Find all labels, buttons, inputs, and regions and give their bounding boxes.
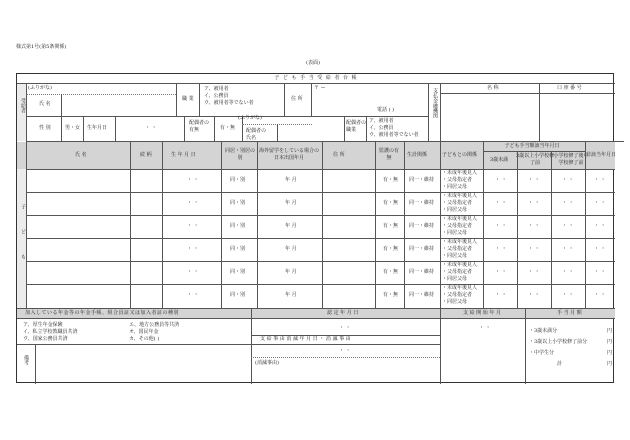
children-section-label: 子ども <box>20 204 26 279</box>
row-rel-2: ・父母指定者 <box>442 223 473 229</box>
bank-account-label: 口 座 番 号 <box>557 85 582 91</box>
row-rel-1: ・未成年後見人 <box>442 239 478 245</box>
row-rel-3: ・同居父母 <box>442 230 468 236</box>
occupation-label: 職 業 <box>182 96 194 102</box>
row-date-4: ・ ・ <box>594 246 606 252</box>
monthly-header: 手 当 月 額 <box>557 310 582 316</box>
gender-value[interactable]: 男・女 <box>65 125 81 131</box>
child-relation-header: 続 柄 <box>140 152 152 158</box>
row-rel-2: ・父母指定者 <box>442 292 473 298</box>
out-header: 非該当年月日 <box>586 152 617 158</box>
child-abroad-header: 海外留学をしている場合の日本出国年月 <box>258 148 319 161</box>
form-title: 子 ど も 手 当 受 給 者 台 帳 <box>274 75 358 81</box>
recipient-name-field[interactable] <box>63 96 173 114</box>
pension-item-b[interactable]: イ、私立学校教職員共済 <box>23 329 78 335</box>
unit-3: 円 <box>607 350 613 356</box>
row-livelihood: 同一・維持 <box>409 177 435 183</box>
row-date-2: ・ ・ <box>528 269 540 275</box>
amount-group-header: 子ども手当額該当年月日 <box>504 143 560 149</box>
row-livelihood: 同一・維持 <box>409 223 435 229</box>
approval-date[interactable]: ・ ・ <box>339 325 351 331</box>
child-livelihood-header: 生計関係 <box>407 152 428 158</box>
bank-name-label: 名 称 <box>487 85 499 91</box>
spouse-name-label: 配偶者の氏名 <box>246 128 267 141</box>
child-address-header: 住 所 <box>333 152 345 158</box>
phone[interactable]: 電話 ( ) <box>377 107 395 113</box>
furigana-label: (ふりがな) <box>28 85 52 91</box>
row-ym: 年 月 <box>285 246 297 252</box>
monthly-item-under3: ・3歳未満分 <box>529 328 558 334</box>
row-birth: ・ ・ <box>187 177 199 183</box>
child-row[interactable] <box>17 238 615 261</box>
row-date-1: ・ ・ <box>495 292 507 298</box>
row-date-3: ・ ・ <box>562 177 574 183</box>
row-date-1: ・ ・ <box>495 177 507 183</box>
row-livelihood: 同一・維持 <box>409 269 435 275</box>
occupation-option-c[interactable]: ウ、被用者等でない者 <box>204 100 254 106</box>
row-supervision: 有・無 <box>383 223 399 229</box>
row-date-2: ・ ・ <box>528 292 540 298</box>
row-date-1: ・ ・ <box>495 269 507 275</box>
row-livelihood: 同一・維持 <box>409 200 435 206</box>
monthly-item-age3: ・3歳以上小学校修了前分 <box>529 339 588 345</box>
child-row[interactable] <box>17 192 615 215</box>
pension-header: 加入している年金等の年金手帳、組合員証又は加入者証の種別 <box>25 310 180 316</box>
approval-header: 認 定 年 月 日 <box>327 310 359 316</box>
row-date-3: ・ ・ <box>562 223 574 229</box>
row-date-3: ・ ・ <box>562 200 574 206</box>
occupation-option-a[interactable]: ア、被用者 <box>204 86 229 92</box>
row-supervision: 有・無 <box>383 200 399 206</box>
extinction-reason[interactable]: (消滅事由) <box>255 360 279 366</box>
row-date-1: ・ ・ <box>495 200 507 206</box>
row-rel-1: ・未成年後見人 <box>442 285 478 291</box>
row-date-3: ・ ・ <box>562 269 574 275</box>
child-row[interactable] <box>17 215 615 238</box>
row-cohabit: 同・別 <box>230 223 246 229</box>
child-birth-header: 生 年 月 日 <box>171 152 196 158</box>
pension-item-f[interactable]: カ、その他( ) <box>129 336 160 342</box>
row-rel-3: ・同居父母 <box>442 207 468 213</box>
row-ym: 年 月 <box>285 177 297 183</box>
row-cohabit: 同・別 <box>230 269 246 275</box>
row-date-2: ・ ・ <box>528 177 540 183</box>
name-label: 氏 名 <box>39 101 51 107</box>
row-rel-2: ・父母指定者 <box>442 269 473 275</box>
unit-2: 円 <box>607 339 613 345</box>
row-date-4: ・ ・ <box>594 292 606 298</box>
remarks-field[interactable] <box>37 346 249 382</box>
birth-value[interactable]: ・ ・ <box>145 125 157 131</box>
recipient-section-label: 受給者 <box>20 98 26 113</box>
spouse-flag-value[interactable]: 有・無 <box>220 125 236 131</box>
unit-1: 円 <box>607 328 613 334</box>
row-ym: 年 月 <box>285 200 297 206</box>
monthly-total: 計 <box>557 361 563 367</box>
spouse-job-option-a[interactable]: ア、被用者 <box>369 118 394 124</box>
child-row[interactable] <box>17 284 615 308</box>
row-date-1: ・ ・ <box>495 246 507 252</box>
monthly-item-middle: ・中学生分 <box>529 350 555 356</box>
row-birth: ・ ・ <box>187 200 199 206</box>
row-rel-2: ・父母指定者 <box>442 246 473 252</box>
middle-header: 小学校修了後中学校修了前 <box>553 153 589 166</box>
row-rel-1: ・未成年後見人 <box>442 193 478 199</box>
row-cohabit: 同・別 <box>230 246 246 252</box>
unit-4: 円 <box>607 361 613 367</box>
row-ym: 年 月 <box>285 292 297 298</box>
row-supervision: 有・無 <box>383 292 399 298</box>
remarks-label: 備考 <box>23 355 29 365</box>
row-supervision: 有・無 <box>383 177 399 183</box>
row-date-3: ・ ・ <box>562 292 574 298</box>
row-cohabit: 同・別 <box>230 292 246 298</box>
row-date-4: ・ ・ <box>594 223 606 229</box>
spouse-furigana: (ふりがな) <box>238 115 262 121</box>
row-livelihood: 同一・維持 <box>409 292 435 298</box>
gender-label: 性 別 <box>39 125 51 131</box>
extinction-date[interactable]: ・ ・ <box>339 348 351 354</box>
bank-section-label: 支払金融機関 <box>432 88 438 118</box>
row-date-1: ・ ・ <box>495 223 507 229</box>
row-date-3: ・ ・ <box>562 246 574 252</box>
front-label: (表面) <box>306 60 320 66</box>
spouse-job-option-c[interactable]: ウ、被用者等でない者 <box>369 132 419 138</box>
payment-start-date[interactable]: ・ ・ <box>479 325 491 331</box>
birth-label: 生年月日 <box>87 125 108 131</box>
child-row[interactable] <box>17 169 615 192</box>
row-ym: 年 月 <box>285 269 297 275</box>
row-birth: ・ ・ <box>187 269 199 275</box>
ledger-form <box>16 73 617 383</box>
spouse-job-label: 配偶者の職業 <box>346 120 367 133</box>
row-birth: ・ ・ <box>187 292 199 298</box>
child-name-header: 氏 名 <box>75 152 87 158</box>
row-rel-1: ・未成年後見人 <box>442 262 478 268</box>
age3-header: 3歳以上小学校修了前 <box>515 153 555 166</box>
under3-header: 3歳未満 <box>490 157 509 163</box>
row-date-2: ・ ・ <box>528 200 540 206</box>
row-livelihood: 同一・維持 <box>409 246 435 252</box>
row-date-4: ・ ・ <box>594 177 606 183</box>
row-birth: ・ ・ <box>187 223 199 229</box>
bank-account-field[interactable] <box>541 95 613 139</box>
postal-code[interactable]: 〒 ー <box>314 85 326 91</box>
row-supervision: 有・無 <box>383 269 399 275</box>
row-rel-1: ・未成年後見人 <box>442 170 478 176</box>
row-rel-2: ・父母指定者 <box>442 177 473 183</box>
row-supervision: 有・無 <box>383 246 399 252</box>
spouse-flag-label: 配偶者の有無 <box>189 120 210 133</box>
address-label: 住 所 <box>291 96 303 102</box>
row-date-2: ・ ・ <box>528 223 540 229</box>
row-rel-3: ・同居父母 <box>442 184 468 190</box>
row-cohabit: 同・別 <box>230 177 246 183</box>
pension-item-d[interactable]: エ、地方公務員等共済 <box>129 322 180 328</box>
row-date-4: ・ ・ <box>594 269 606 275</box>
child-cohabit-header: 同居・別居の別 <box>225 148 256 161</box>
child-row[interactable] <box>17 261 615 284</box>
row-rel-2: ・父母指定者 <box>442 200 473 206</box>
form-number: 様式第1号(第5条関係) <box>16 44 67 50</box>
pension-item-c[interactable]: ウ、国家公務員共済 <box>23 336 68 342</box>
payment-start-header: 支 給 開 始 年 月 <box>463 310 501 316</box>
row-rel-3: ・同居父母 <box>442 276 468 282</box>
bank-name-field[interactable] <box>442 95 537 139</box>
row-date-4: ・ ・ <box>594 200 606 206</box>
occupation-option-b[interactable]: イ、公務員 <box>204 93 229 99</box>
row-birth: ・ ・ <box>187 246 199 252</box>
pension-item-e[interactable]: オ、国民年金 <box>129 329 159 335</box>
row-date-2: ・ ・ <box>528 246 540 252</box>
row-rel-1: ・未成年後見人 <box>442 216 478 222</box>
row-cohabit: 同・別 <box>230 200 246 206</box>
row-rel-3: ・同居父母 <box>442 253 468 259</box>
child-supervision-header: 監護の有 無 <box>378 148 399 161</box>
row-ym: 年 月 <box>285 223 297 229</box>
approval-sub-header: 支 給 事 由 消 滅 年 月 日 ・ 消 滅 事 由 <box>260 336 351 342</box>
row-rel-3: ・同居父母 <box>442 299 468 305</box>
child-relationship-header: 子どもとの関係 <box>442 152 478 158</box>
pension-item-a[interactable]: ア、厚生年金保険 <box>23 322 63 328</box>
spouse-job-option-b[interactable]: イ、公務員 <box>369 125 394 131</box>
